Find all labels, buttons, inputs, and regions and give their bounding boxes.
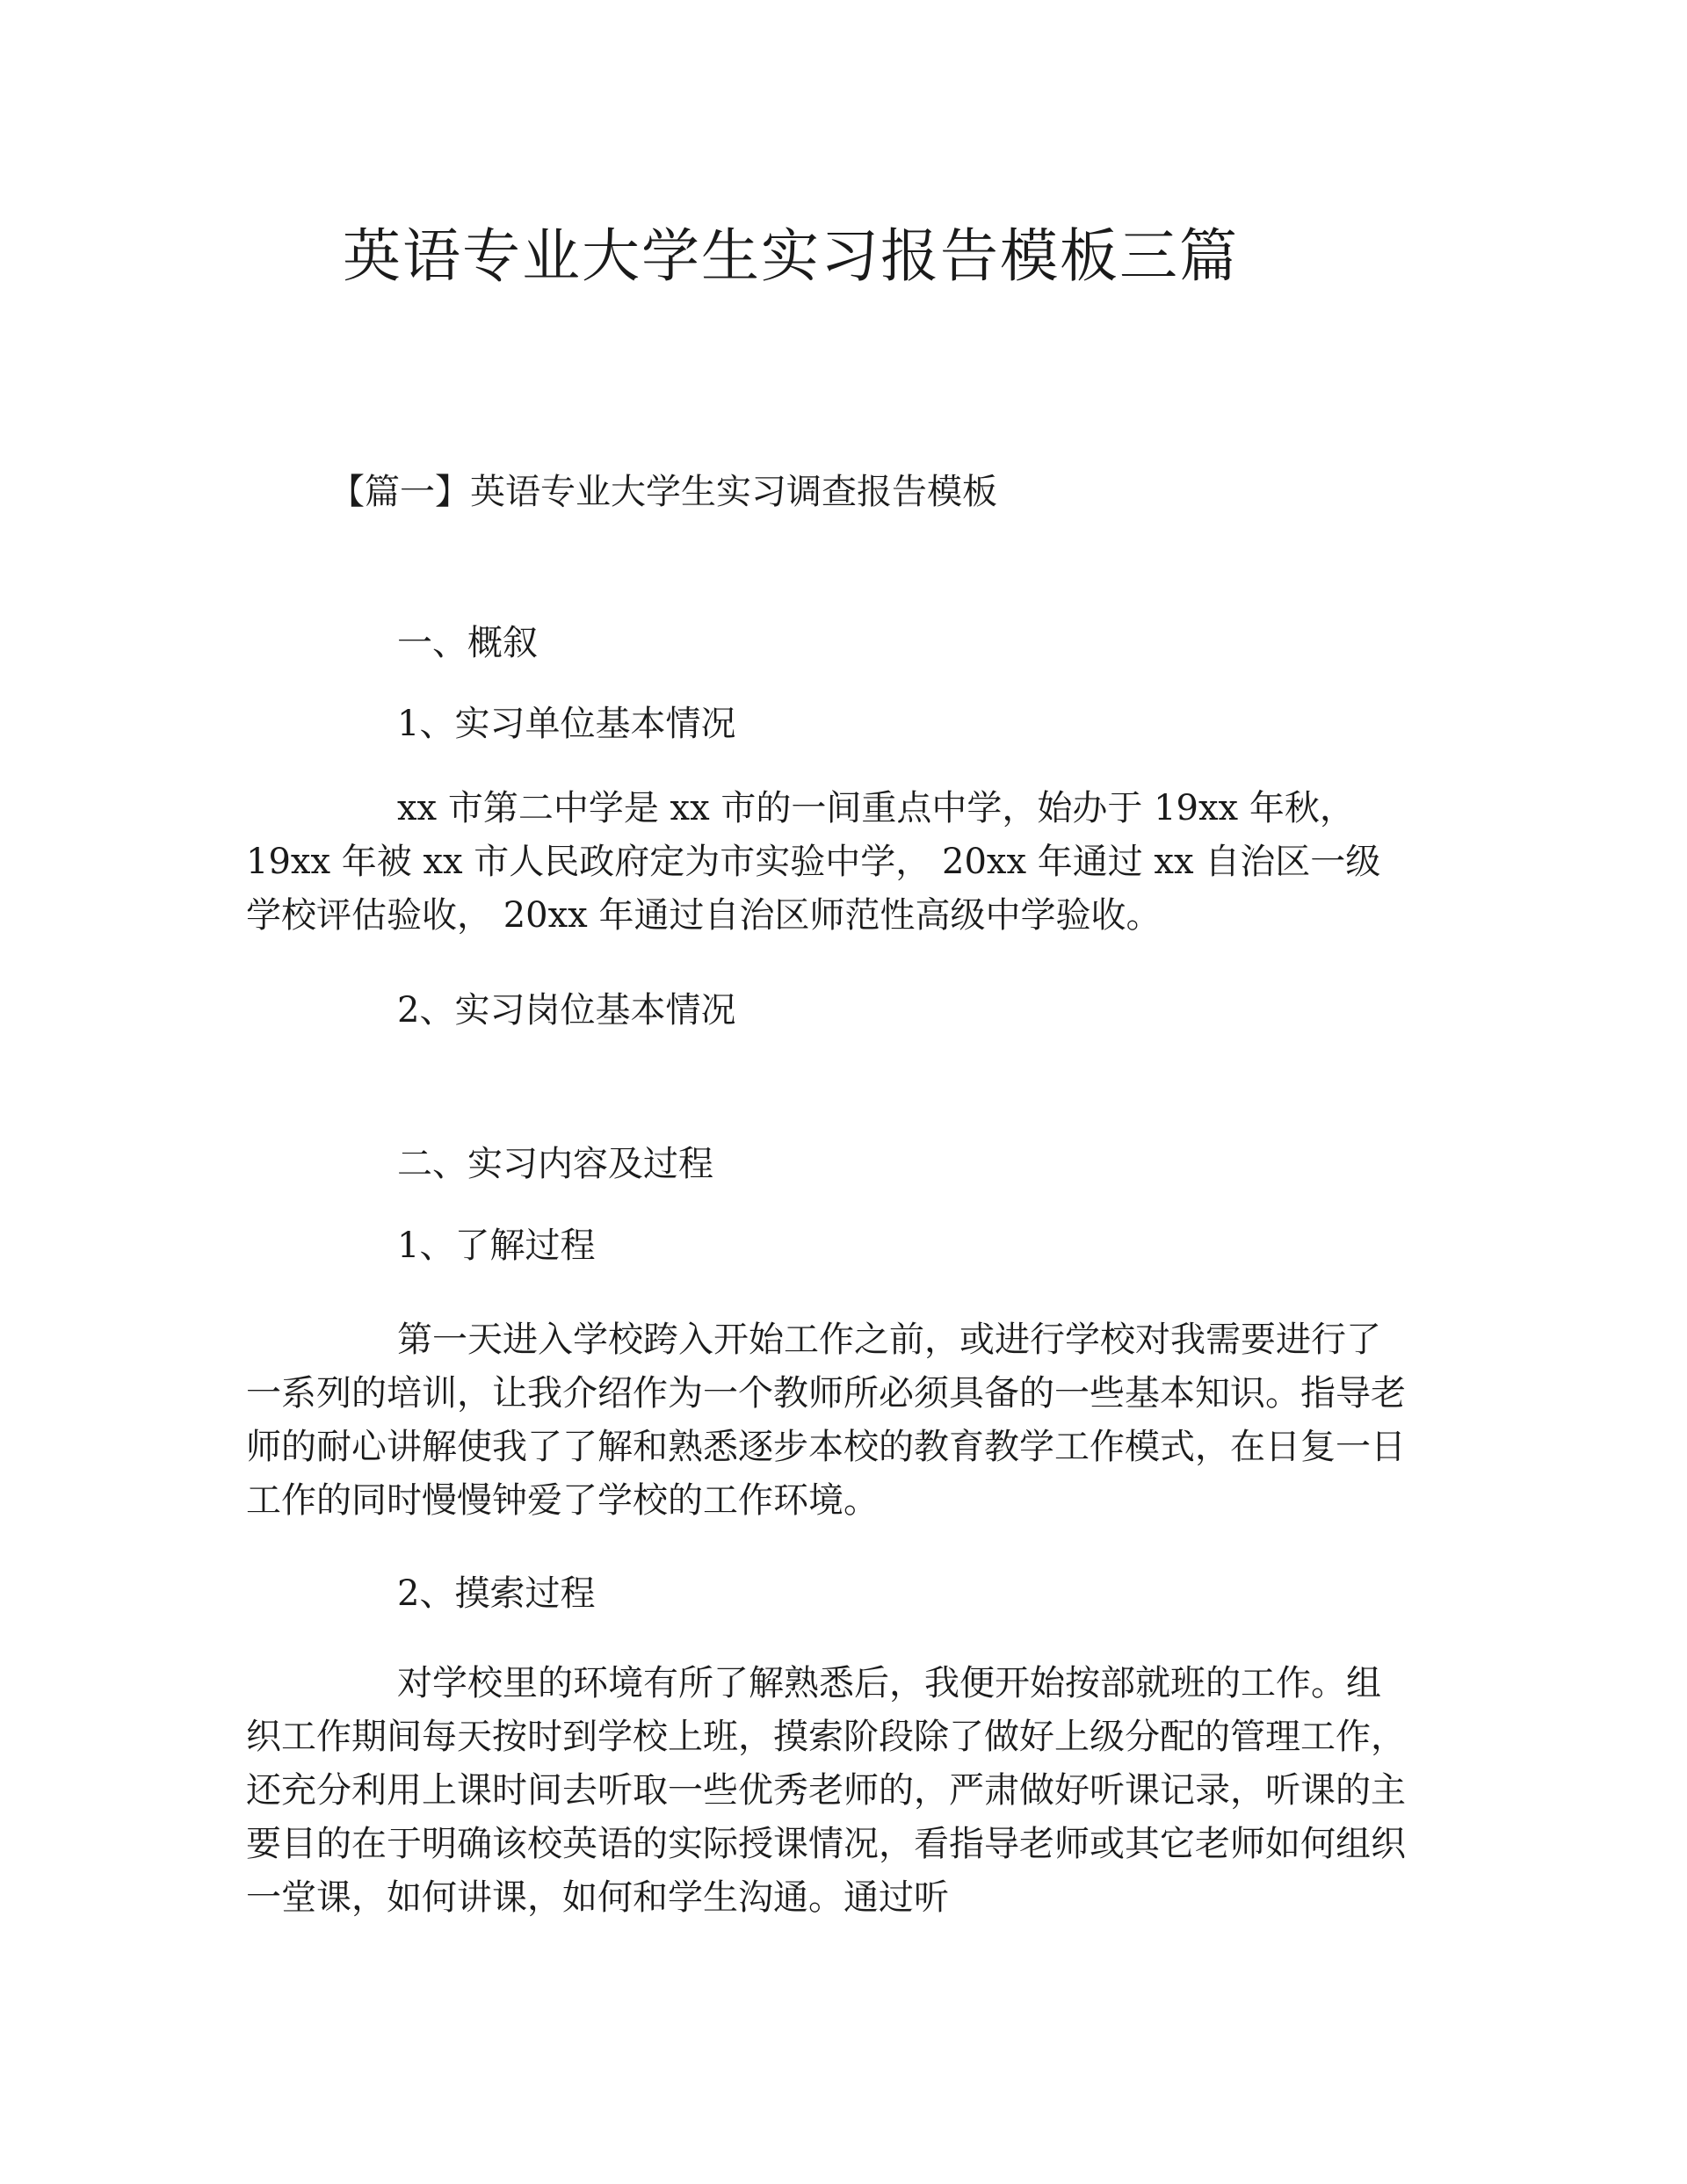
- heading-understanding: 1、了解过程: [397, 1226, 596, 1266]
- paragraph-understanding: 第一天进入学校跨入开始工作之前，或进行学校对我需要进行了一系列的培训，让我介绍作为一个教师所必须具备的一些基本知识。指导老师的耐心讲解使我了了解和熟悉逐步本校的教育教学工作模式，在日复一日工作的同时慢慢钟爱了学校的工作环境。: [246, 1320, 1406, 1521]
- heading-exploring: 2、摸索过程: [397, 1573, 596, 1614]
- heading-post-info: 2、实习岗位基本情况: [397, 990, 736, 1031]
- heading-overview: 一、概叙: [397, 623, 538, 663]
- section-heading: 【篇一】英语专业大学生实习调查报告模板: [329, 472, 997, 512]
- heading-unit-info: 1、实习单位基本情况: [397, 704, 736, 744]
- heading-content-process: 二、实习内容及过程: [397, 1144, 713, 1184]
- document-title: 英语专业大学生实习报告模板三篇: [343, 222, 1239, 290]
- paragraph-unit-description: xx 市第二中学是 xx 市的一间重点中学，始办于 19xx 年秋， 19xx 年被 xx 市人民政府定为市实验中学， 20xx 年通过 xx 自治区一级学校评估验收， 20xx 年通过自治区师范性高级中学验收。: [246, 788, 1381, 936]
- paragraph-exploring: 对学校里的环境有所了解熟悉后，我便开始按部就班的工作。组织工作期间每天按时到学校上班，摸索阶段除了做好上级分配的管理工作，还充分利用上课时间去听取一些优秀老师的，严肃做好听课记录，听课的主要目的在于明确该校英语的实际授课情况，看指导老师或其它老师如何组织一堂课，如何讲课，如何和学生沟通。通过听: [246, 1663, 1406, 1918]
